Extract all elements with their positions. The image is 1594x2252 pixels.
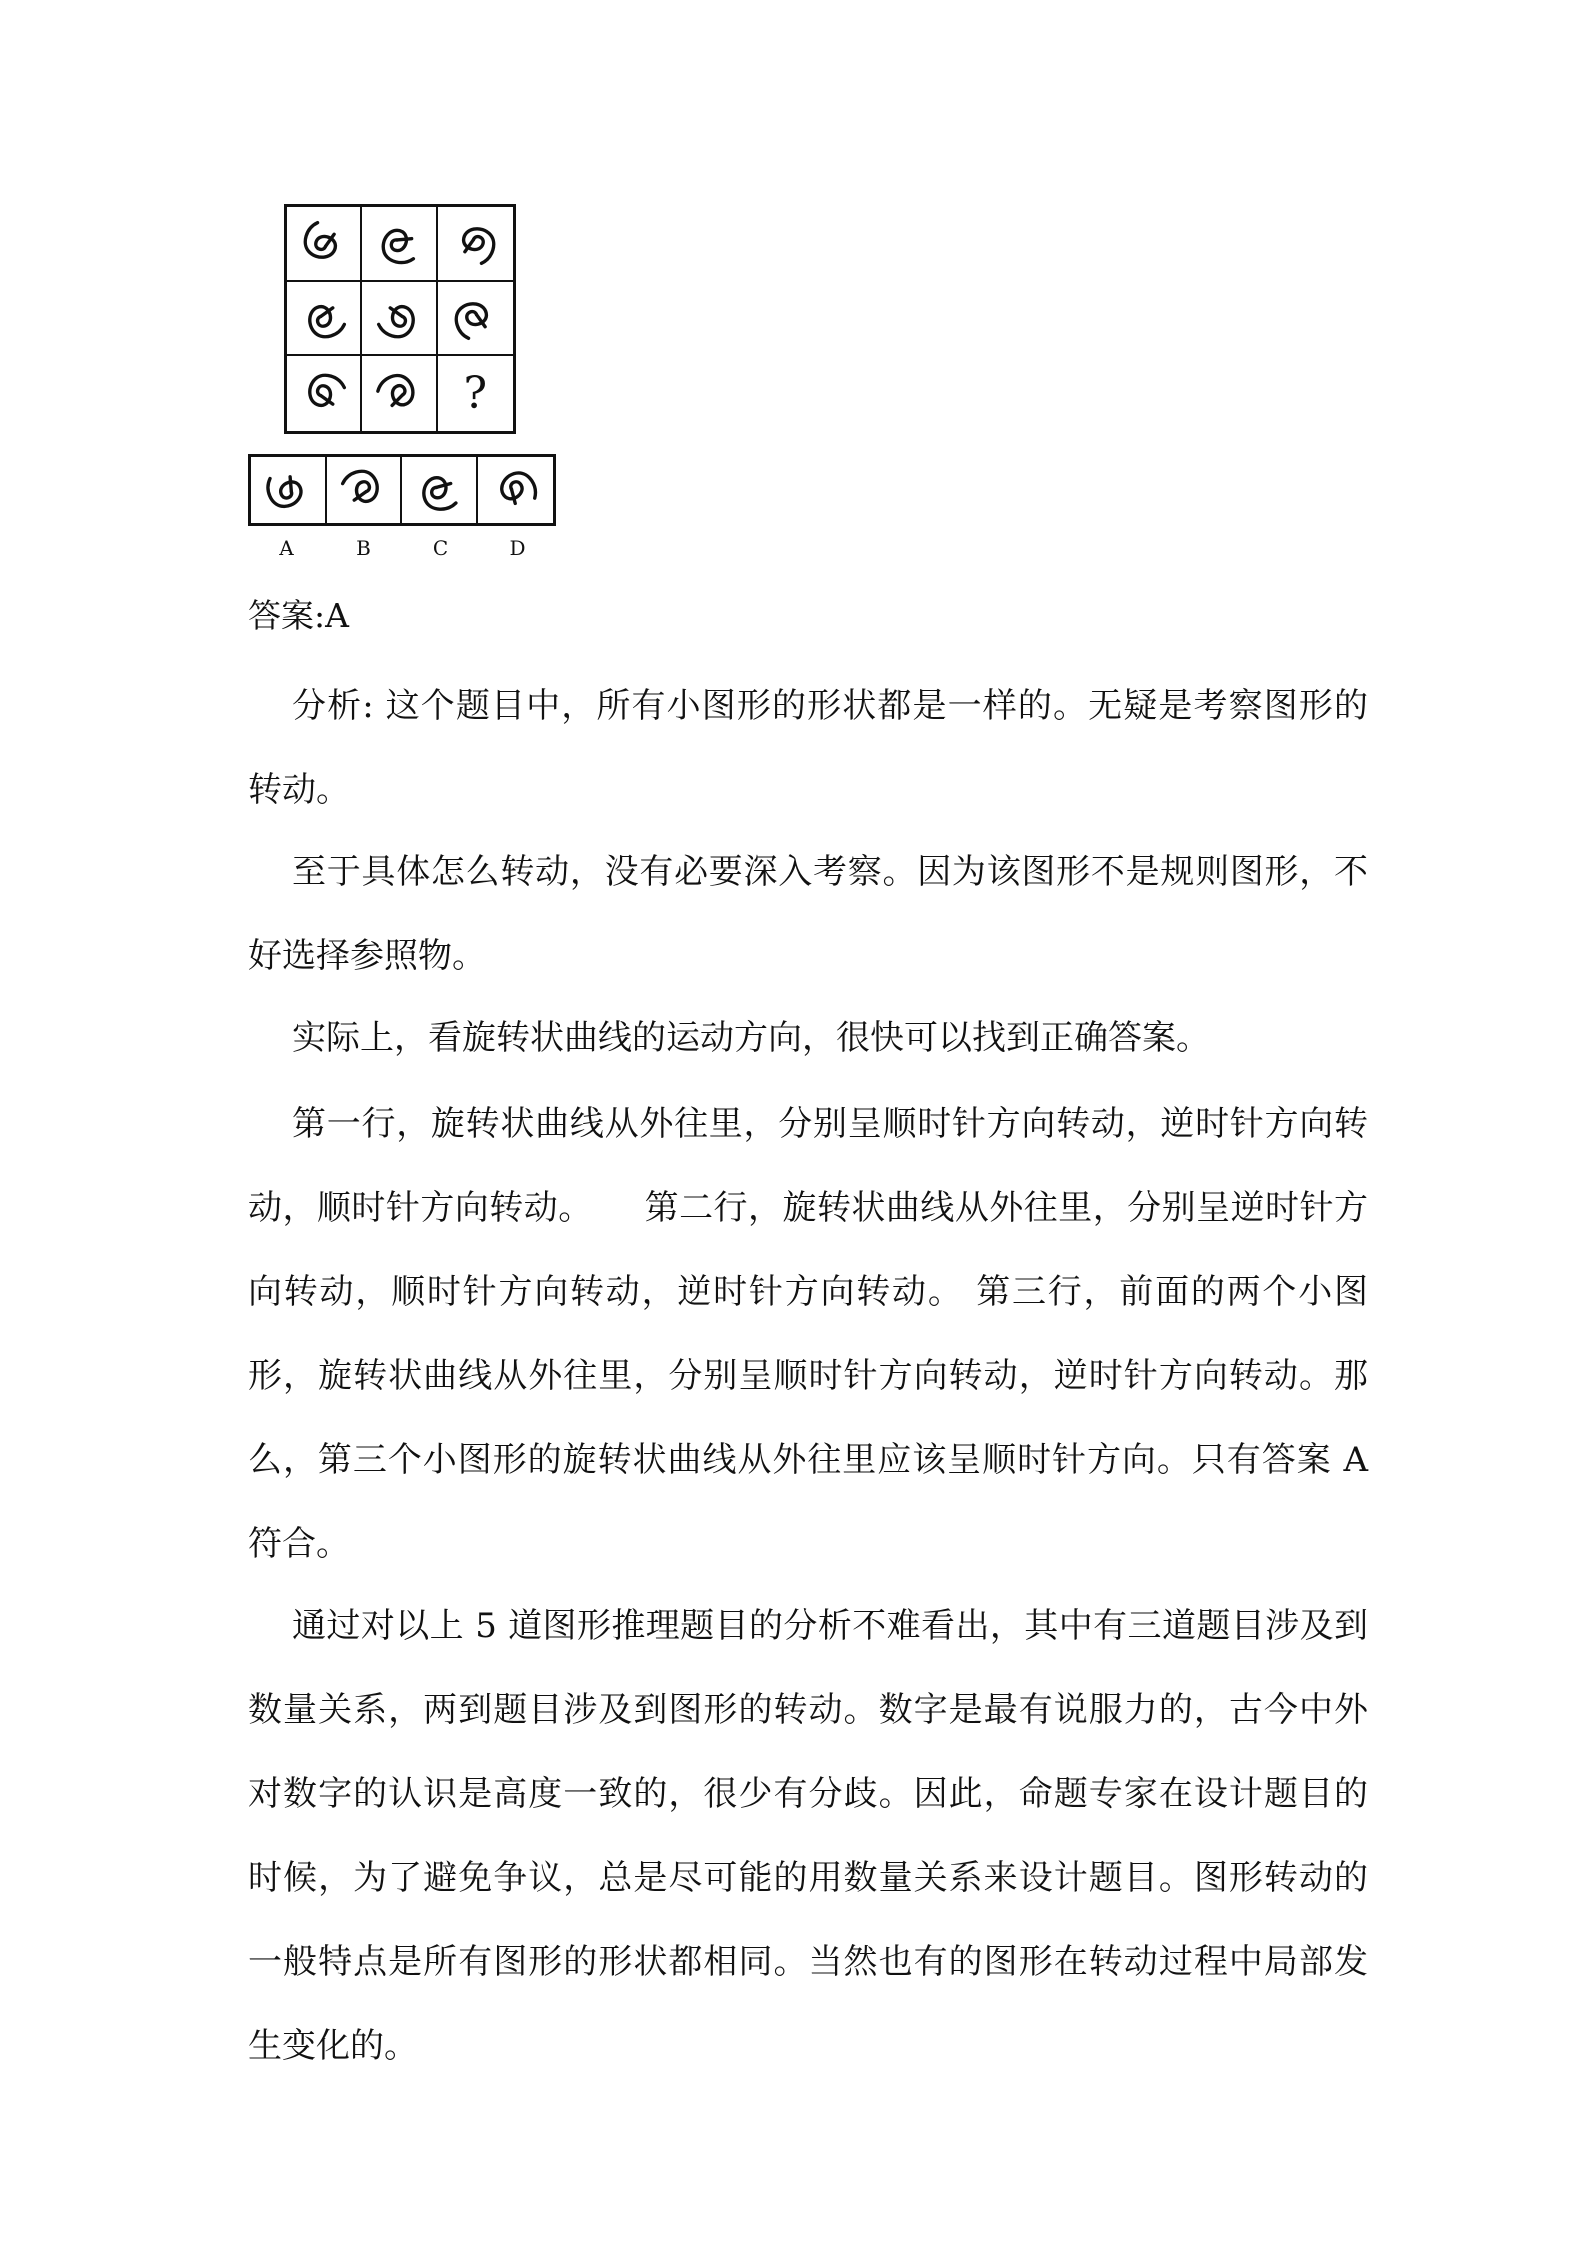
grid-cell-3-2 [362,356,437,431]
paragraph-rotation-method: 至于具体怎么转动，没有必要深入考察。因为该图形不是规则图形，不好选择参照物。 [248,852,1368,976]
grid-cell-1-2 [362,207,437,282]
option-c [402,457,478,523]
grid-cell-2-3 [438,282,513,357]
grid-cell-1-3 [438,207,513,282]
spiral-icon [449,292,501,344]
paragraph-row-analysis: 第一行，旋转状曲线从外往里，分别呈顺时针方向转动，逆时针方向转动，顺时针方向转动。 第二行，旋转状曲线从外往里，分别呈逆时针方向转动，顺时针方向转动，逆时针方向转动。 第三行，前面的两个小图形，旋转状曲线从外往里，分别呈顺时针方向转动，逆时针方向转动。那么，第三个小图形的旋转状曲线从外往里应该呈顺时针方向。只有答案 A 符合。 [248,1104,1368,1564]
paragraph-direction-hint: 实际上，看旋转状曲线的运动方向，很快可以找到正确答案。 [292,1018,1210,1058]
spiral-icon [489,464,541,516]
spiral-icon [337,464,389,516]
option-label-d: D [509,536,526,560]
answer-line: 答案:A [248,596,349,635]
spiral-icon [298,217,350,269]
grid-cell-2-2 [362,282,437,357]
spiral-icon [373,292,425,344]
option-label-b: B [356,536,371,560]
grid-cell-2-1 [287,282,362,357]
spiral-icon [298,368,350,420]
spiral-icon [298,292,350,344]
spiral-icon [413,464,465,516]
option-b [327,457,403,523]
option-labels [248,536,556,560]
option-label-a: A [279,536,294,560]
grid-cell-3-1 [287,356,362,431]
spiral-icon [373,217,425,269]
option-label-c: C [432,536,449,560]
option-d [478,457,554,523]
grid-cell-1-1 [287,207,362,282]
paragraph-summary: 通过对以上 5 道图形推理题目的分析不难看出，其中有三道题目涉及到数量关系，两到题目涉及到图形的转动。数字是最有说服力的，古今中外对数字的认识是高度一致的，很少有分歧。因此，命题专家在设计题目的时候，为了避免争议，总是尽可能的用数量关系来设计题目。图形转动的一般特点是所有图形的形状都相同。当然也有的图形在转动过程中局部发生变化的。 [248,1606,1368,2066]
option-a [251,457,327,523]
question-mark: ? [463,368,488,420]
paragraph-analysis: 分析: 这个题目中，所有小图形的形状都是一样的。无疑是考察图形的转动。 [248,686,1368,810]
spiral-icon [262,464,314,516]
puzzle-grid [284,204,516,434]
spiral-icon [449,217,501,269]
grid-cell-3-3 [438,356,513,431]
answer-options [248,454,556,526]
spiral-icon [373,368,425,420]
